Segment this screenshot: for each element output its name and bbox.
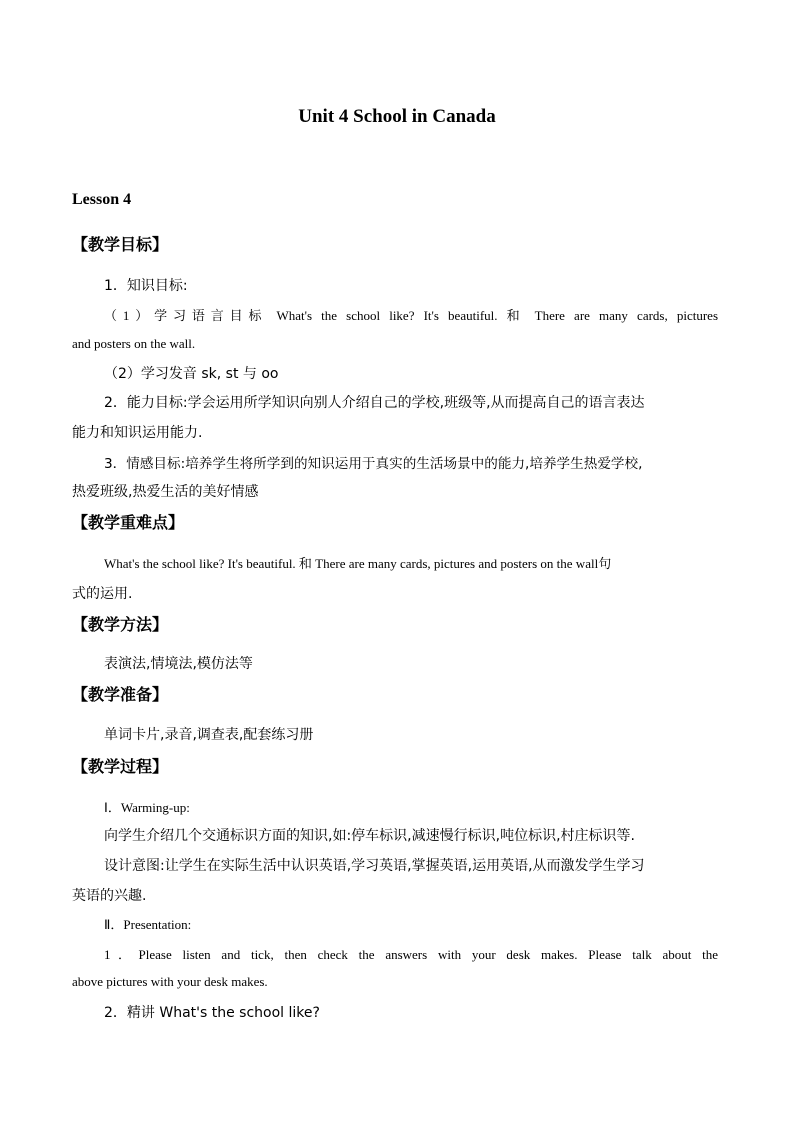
process-step-2: Ⅱ．Presentation: <box>104 917 192 932</box>
goal-item-3: 3．情感目标:培养学生将所学到的知识运用于真实的生活场景中的能力,培养学生热爱学校, <box>104 456 643 472</box>
goal-item-1-1: （1）学习语言目标 What's the school like? It's beautiful. 和 There are many cards, pictures <box>104 308 718 323</box>
heading-preparation: 【教学准备】 <box>72 685 169 704</box>
methods-text: 表演法,情境法,模仿法等 <box>104 656 253 672</box>
goal-item-1-1-cont: and posters on the wall. <box>72 336 196 351</box>
process-step-2-1-cont: above pictures with your desk makes. <box>72 974 268 989</box>
preparation-text: 单词卡片,录音,调查表,配套练习册 <box>104 727 314 743</box>
goal-item-1-2: （2）学习发音 sk, st 与 oo <box>104 366 279 382</box>
heading-methods: 【教学方法】 <box>72 615 169 634</box>
process-step-2-2: 2．精讲 What's the school like? <box>104 1005 320 1021</box>
goal-item-2-cont: 能力和知识运用能力. <box>72 425 203 441</box>
process-step-2-1: 1．Please listen and tick, then check the answers with your desk makes. Please talk about the <box>104 947 718 962</box>
heading-key-points: 【教学重难点】 <box>72 513 185 532</box>
key-points-text: What's the school like? It's beautiful. 和 There are many cards, pictures and posters on the wall句 <box>104 556 612 571</box>
process-step-1-text: 向学生介绍几个交通标识方面的知识,如:停车标识,减速慢行标识,吨位标识,村庄标识等. <box>104 828 635 844</box>
document-title: Unit 4 School in Canada <box>298 106 496 127</box>
process-step-1-intent: 设计意图:让学生在实际生活中认识英语,学习英语,掌握英语,运用英语,从而激发学生学习 <box>104 858 645 874</box>
goal-item-3-cont: 热爱班级,热爱生活的美好情感 <box>72 484 259 500</box>
heading-goals: 【教学目标】 <box>72 235 169 254</box>
heading-process: 【教学过程】 <box>72 757 169 776</box>
process-step-1: Ⅰ．Warming-up: <box>104 800 190 815</box>
goal-item-1: 1．知识目标: <box>104 278 188 294</box>
lesson-label: Lesson 4 <box>72 191 132 208</box>
goal-item-2: 2．能力目标:学会运用所学知识向别人介绍自己的学校,班级等,从而提高自己的语言表达 <box>104 395 645 411</box>
process-step-1-intent-cont: 英语的兴趣. <box>72 888 147 904</box>
key-points-text-cont: 式的运用. <box>72 586 133 602</box>
